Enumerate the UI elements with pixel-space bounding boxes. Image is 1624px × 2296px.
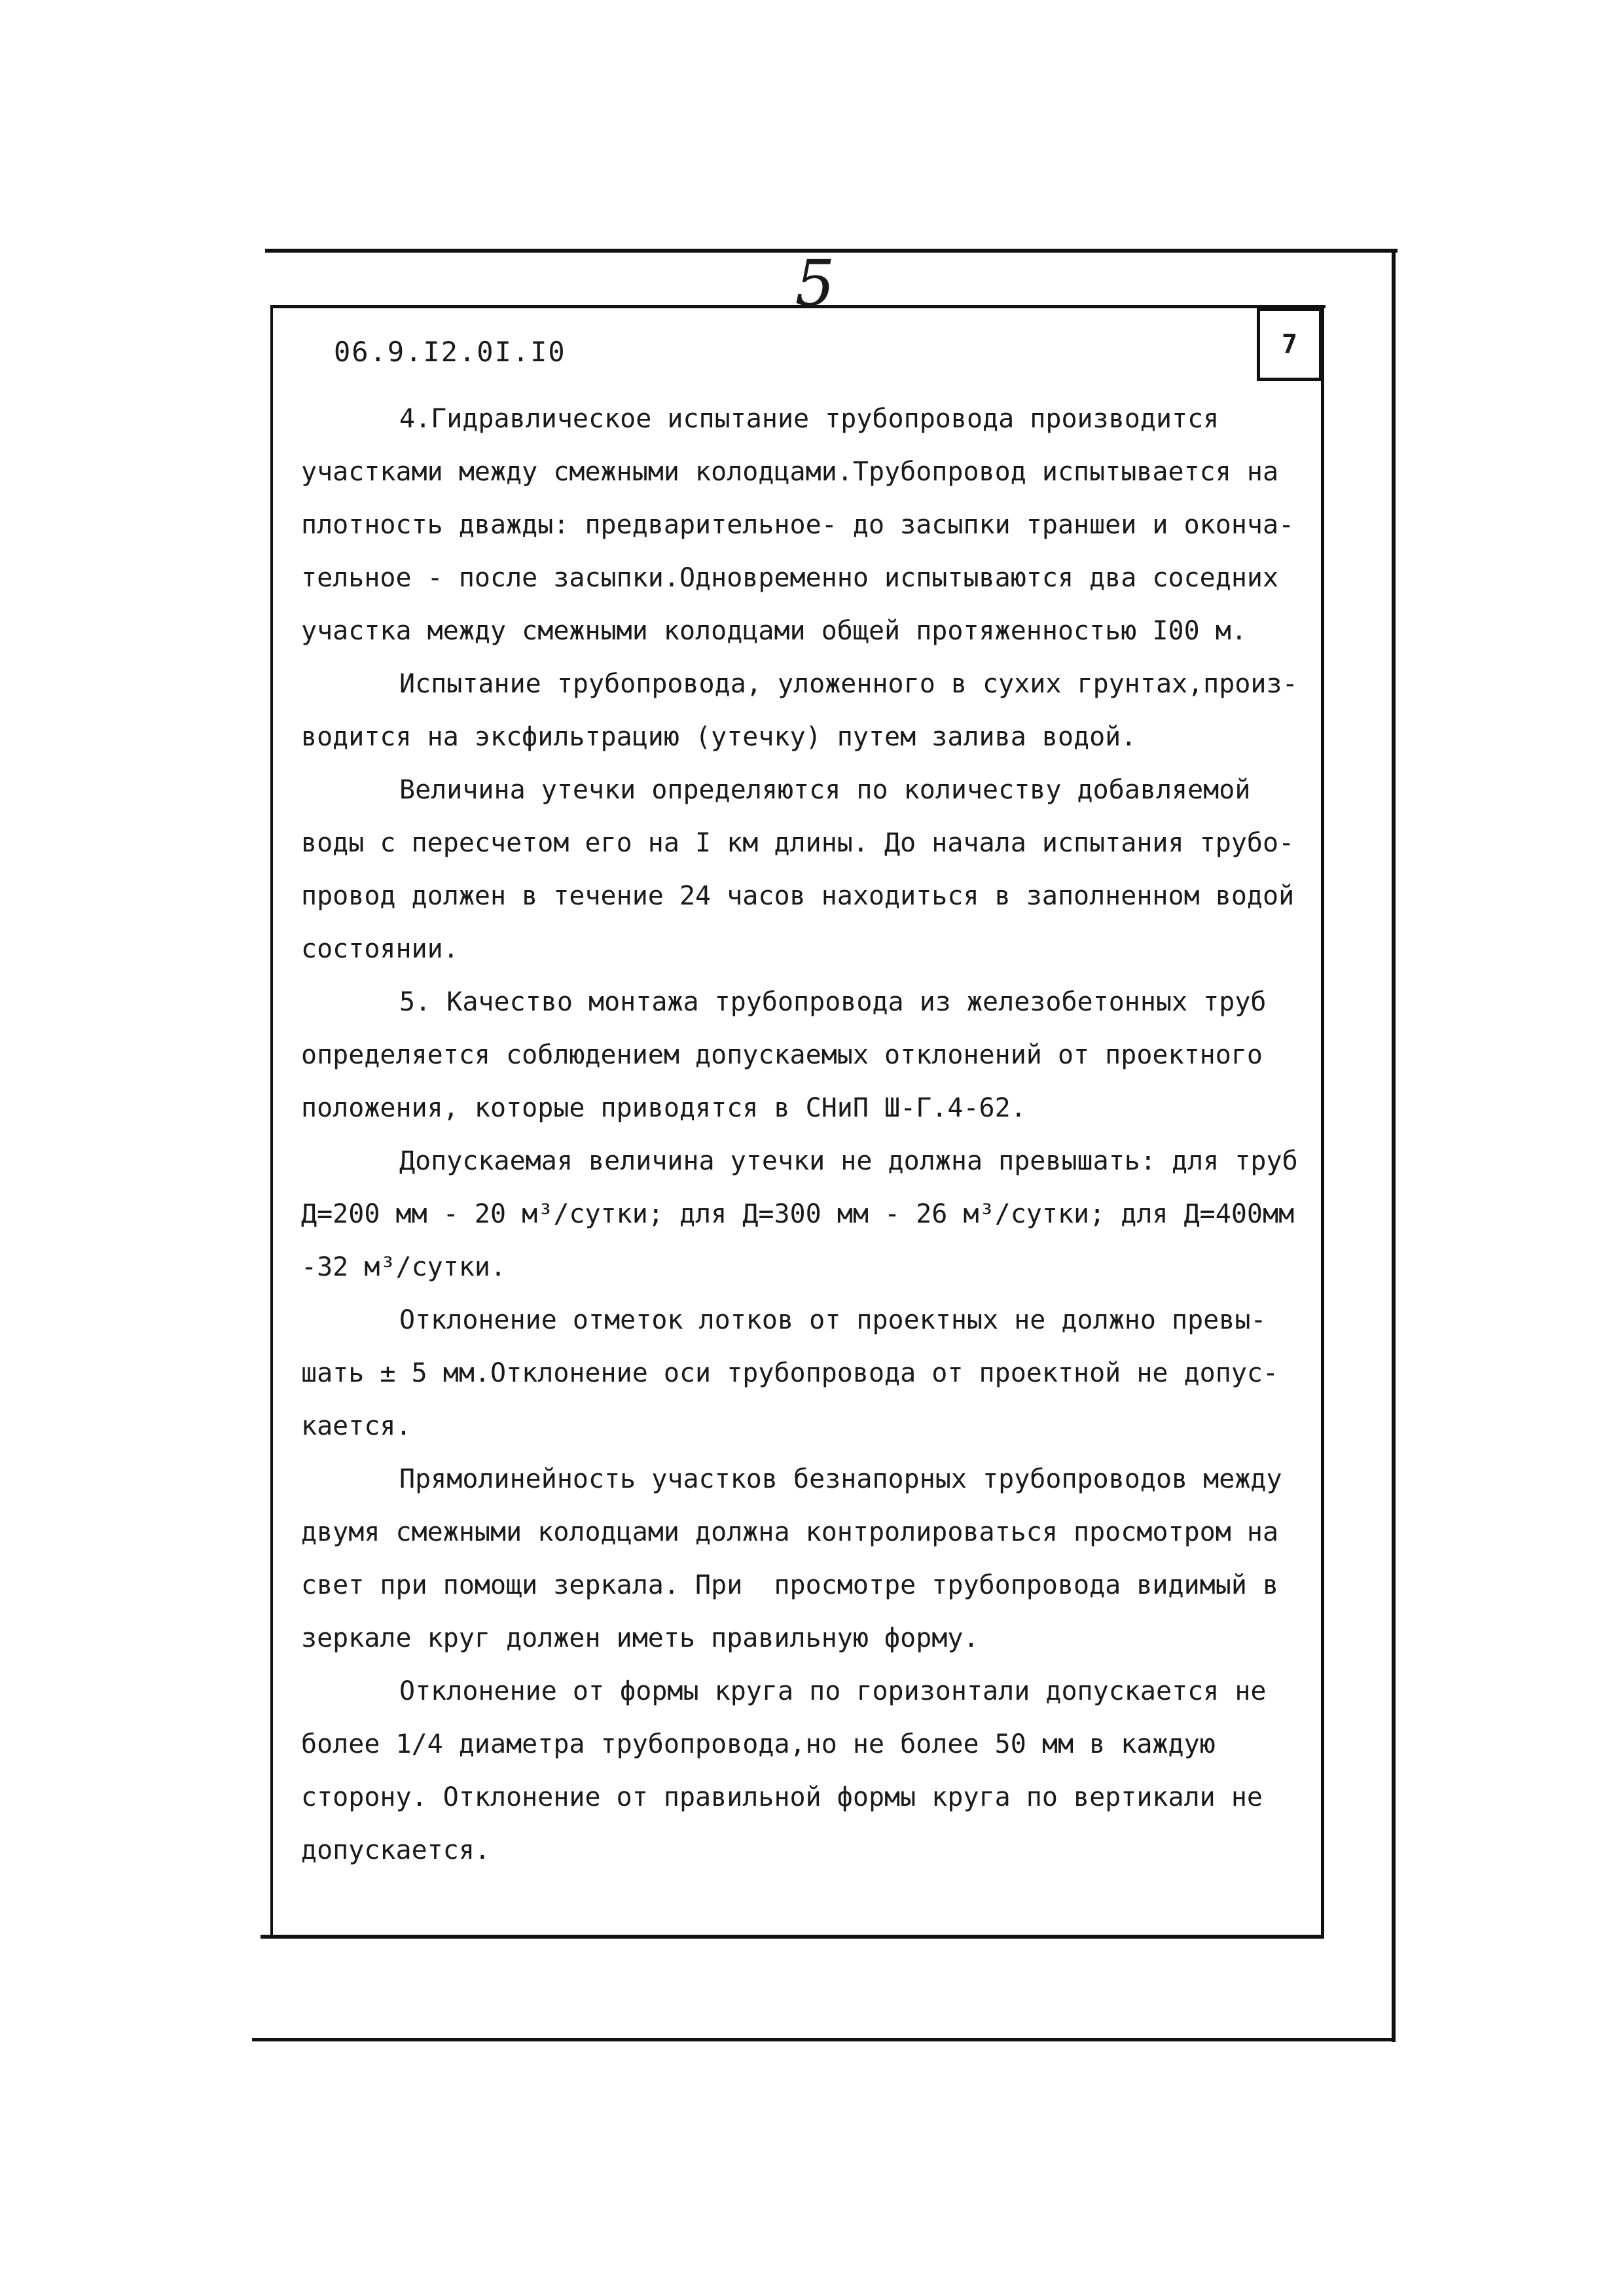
outer-frame-bottom xyxy=(252,2038,1396,2041)
text-line: провод должен в течение 24 часов находиться в заполненном водой xyxy=(301,881,1295,911)
text-line: -32 м³/сутки. xyxy=(301,1252,507,1282)
text-line: участками между смежными колодцами.Трубопровод испытывается на xyxy=(301,457,1279,487)
text-line: свет при помощи зеркала. При просмотре трубопровода видимый в xyxy=(301,1570,1279,1600)
sheet-number-box xyxy=(1257,308,1322,381)
text-line: сторону. Отклонение от правильной формы круга по вертикали не xyxy=(301,1782,1263,1812)
text-line: двумя смежными колодцами должна контролироваться просмотром на xyxy=(301,1517,1279,1547)
outer-frame-right xyxy=(1392,249,1396,2042)
inner-frame-right xyxy=(1321,305,1324,1938)
text-line: зеркале круг должен иметь правильную форму. xyxy=(301,1623,979,1653)
document-body xyxy=(301,393,1316,1877)
text-line: Величина утечки определяются по количеству добавляемой xyxy=(399,775,1251,805)
text-line: водится на эксфильтрацию (утечку) путем залива водой. xyxy=(301,722,1137,752)
text-line: Испытание трубопровода, уложенного в сухих грунтах,произ- xyxy=(399,669,1298,699)
text-line: шать ± 5 мм.Отклонение оси трубопровода от проектной не допус- xyxy=(301,1358,1279,1388)
text-line: участка между смежными колодцами общей протяженностью I00 м. xyxy=(301,616,1247,646)
text-line: более 1/4 диаметра трубопровода,но не более 50 мм в каждую xyxy=(301,1729,1216,1759)
text-line: Д=200 мм - 20 м³/сутки; для Д=300 мм - 26 м³/сутки; для Д=400мм xyxy=(301,1199,1295,1229)
text-line: состоянии. xyxy=(301,934,459,964)
text-line: 5. Качество монтажа трубопровода из железобетонных труб xyxy=(399,987,1267,1017)
inner-frame-bottom xyxy=(261,1935,1324,1939)
text-line: плотность дважды: предварительное- до засыпки траншеи и оконча- xyxy=(301,510,1295,540)
sheet-number: 7 xyxy=(1281,329,1298,359)
text-line: допускается. xyxy=(301,1835,490,1865)
text-line: воды с пересчетом его на I км длины. До начала испытания трубо- xyxy=(301,828,1295,858)
inner-frame-left xyxy=(270,305,273,1938)
document-code: 06.9.I2.0I.I0 xyxy=(334,336,566,368)
text-line: определяется соблюдением допускаемых отклонений от проектного xyxy=(301,1040,1263,1070)
text-line: 4.Гидравлическое испытание трубопровода производится xyxy=(399,404,1219,434)
text-line: Отклонение отметок лотков от проектных не должно превы- xyxy=(399,1305,1267,1335)
text-line: тельное - после засыпки.Одновременно испытываются два соседних xyxy=(301,563,1279,593)
page-number: 5 xyxy=(795,247,835,320)
text-line: кается. xyxy=(301,1411,412,1441)
text-line: Отклонение от формы круга по горизонтали допускается не xyxy=(399,1676,1267,1706)
text-line: положения, которые приводятся в СНиП Ш-Г.4-62. xyxy=(301,1093,1026,1123)
text-line: Допускаемая величина утечки не должна превышать: для труб xyxy=(399,1146,1298,1176)
text-line: Прямолинейность участков безнапорных трубопроводов между xyxy=(399,1464,1282,1494)
